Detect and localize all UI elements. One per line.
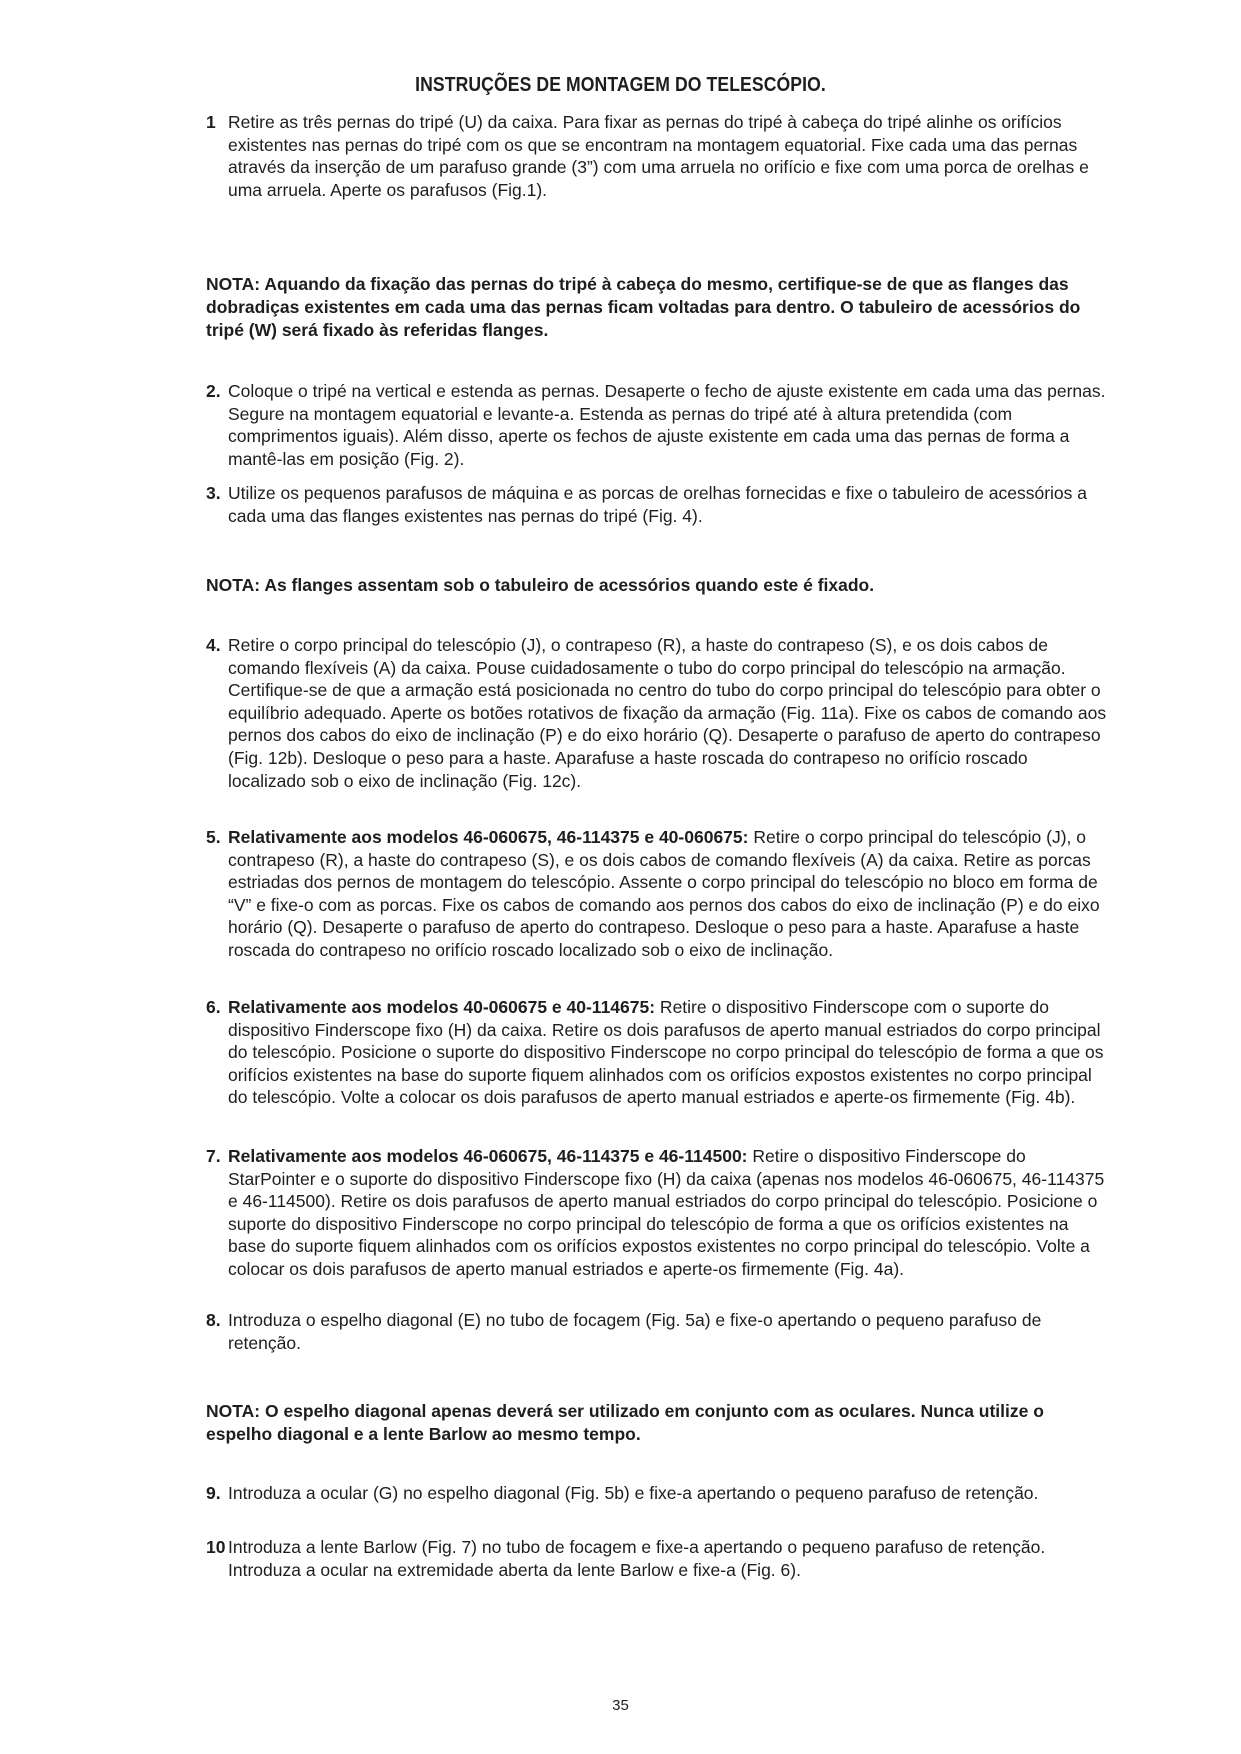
step-number: 2. [206,381,221,401]
step-text: Utilize os pequenos parafusos de máquina e as porcas de orelhas fornecidas e fixe o tabuleiro de acessórios a cada uma das flanges existentes nas pernas do tripé (Fig. 4). [228,483,1087,526]
step-number: 7. [206,1146,221,1166]
step-number: 3. [206,483,221,503]
step-5 [206,826,1108,962]
step-text: Retire o corpo principal do telescópio (J), o contrapeso (R), a haste do contrapeso (S), e os dois cabos de comando flexíveis (A) da caixa. Retire as porcas estriadas dos pernos de montagem do telescópio. Assente o corpo principal do telescópio no bloco em forma de “V” e fixe-o com as porcas. Fixe os cabos de comando aos pernos dos cabos do eixo de inclinação (P) e do eixo horário (Q). Desaperte o parafuso de aperto do contrapeso. Desloque o peso para a haste. Aparafuse a haste roscada do contrapeso no orifício roscado localizado sob o eixo de inclinação. [228,827,1100,960]
step-2 [206,380,1108,470]
step-9 [206,1482,1108,1505]
note-flanges-tray: NOTA: As flanges assentam sob o tabuleiro de acessórios quando este é fixado. [206,575,875,595]
step-text: Introduza a lente Barlow (Fig. 7) no tubo de focagem e fixe-a apertando o pequeno parafuso de retenção. Introduza a ocular na extremidade aberta da lente Barlow e fixe-a (Fig. 6). [228,1537,1046,1580]
step-number: 4. [206,635,221,655]
step-number: 9. [206,1483,221,1503]
step-3 [206,482,1108,527]
step-number: 6. [206,997,221,1017]
step-number: 5. [206,827,221,847]
step-10 [206,1536,1108,1581]
step-text: Retire o corpo principal do telescópio (J), o contrapeso (R), a haste do contrapeso (S), e os dois cabos de comando flexíveis (A) da caixa. Pouse cuidadosamente o tubo do corpo principal do telescópio na armação. Certifique-se de que a armação está posicionada no centro do tubo do corpo principal do telescópio para obter o equilíbrio adequado. Aperte os botões rotativos de fixação da armação (Fig. 11a). Fixe os cabos de comando aos pernos dos cabos do eixo de inclinação (P) e do eixo horário (Q). Desaperte o parafuso de aperto do contrapeso (Fig. 12b). Desloque o peso para a haste. Aparafuse a haste roscada do contrapeso no orifício roscado localizado sob o eixo de inclinação (Fig. 12c). [228,635,1107,791]
note-tripod-flanges: NOTA: Aquando da fixação das pernas do tripé à cabeça do mesmo, certifique-se de que as flanges das dobradiças existentes em cada uma das pernas ficam voltadas para dentro. O tabuleiro de acessórios do tripé (W) será fixado às referidas flanges. [206,274,1081,340]
step-number: 8. [206,1310,221,1330]
step-text: Introduza a ocular (G) no espelho diagonal (Fig. 5b) e fixe-a apertando o pequeno parafuso de retenção. [228,1483,1039,1503]
step-1 [206,111,1108,201]
step-8 [206,1309,1108,1354]
step-text: Retire o dispositivo Finderscope com o suporte do dispositivo Finderscope fixo (H) da caixa. Retire os dois parafusos de aperto manual estriados do corpo principal do telescópio. Posicione o suporte do dispositivo Finderscope no corpo principal do telescópio de forma a que os orifícios existentes na base do suporte fiquem alinhados com os orifícios expostos existentes no corpo principal do telescópio. Volte a colocar os dois parafusos de aperto manual estriados e aperte-os firmemente (Fig. 4b). [228,997,1104,1108]
step-4 [206,634,1108,792]
step-lead: Relativamente aos modelos 46-060675, 46-114375 e 40-060675: [228,827,749,847]
step-number: 10 [206,1537,226,1557]
step-7 [206,1145,1108,1281]
page-number: 35 [612,1697,629,1714]
step-text: Retire as três pernas do tripé (U) da caixa. Para fixar as pernas do tripé à cabeça do tripé alinhe os orifícios existentes nas pernas do tripé com os que se encontram na montagem equatorial. Fixe cada uma das pernas através da inserção de um parafuso grande (3”) com uma arruela no orifício e fixe com uma porca de orelhas e uma arruela. Aperte os parafusos (Fig.1). [228,112,1089,200]
step-number: 1 [206,112,216,132]
step-lead: Relativamente aos modelos 46-060675, 46-114375 e 46-114500: [228,1146,748,1166]
step-6 [206,996,1108,1109]
step-lead: Relativamente aos modelos 40-060675 e 40-114675: [228,997,656,1017]
step-text: Coloque o tripé na vertical e estenda as pernas. Desaperte o fecho de ajuste existente em cada uma das pernas. Segure na montagem equatorial e levante-a. Estenda as pernas do tripé até à altura pretendida (com comprimentos iguais). Além disso, aperte os fechos de ajuste existente em cada uma das pernas de forma a mantê-las em posição (Fig. 2). [228,381,1106,469]
page-title: INSTRUÇÕES DE MONTAGEM DO TELESCÓPIO. [415,74,826,96]
step-text: Retire o dispositivo Finderscope do StarPointer e o suporte do dispositivo Finderscope fixo (H) da caixa (apenas nos modelos 46-060675, 46-114375 e 46-114500). Retire os dois parafusos de aperto manual estriados do corpo principal do telescópio. Posicione o suporte do dispositivo Finderscope no corpo principal do telescópio de forma a que os orifícios existentes na base do suporte fiquem alinhados com os orifícios expostos existentes no corpo principal do telescópio. Volte a colocar os dois parafusos de aperto manual estriados e aperte-os firmemente (Fig. 4a). [228,1146,1105,1279]
note-diagonal-mirror: NOTA: O espelho diagonal apenas deverá ser utilizado em conjunto com as oculares. Nunca utilize o espelho diagonal e a lente Barlow ao mesmo tempo. [206,1401,1044,1444]
step-text: Introduza o espelho diagonal (E) no tubo de focagem (Fig. 5a) e fixe-o apertando o pequeno parafuso de retenção. [228,1310,1042,1353]
